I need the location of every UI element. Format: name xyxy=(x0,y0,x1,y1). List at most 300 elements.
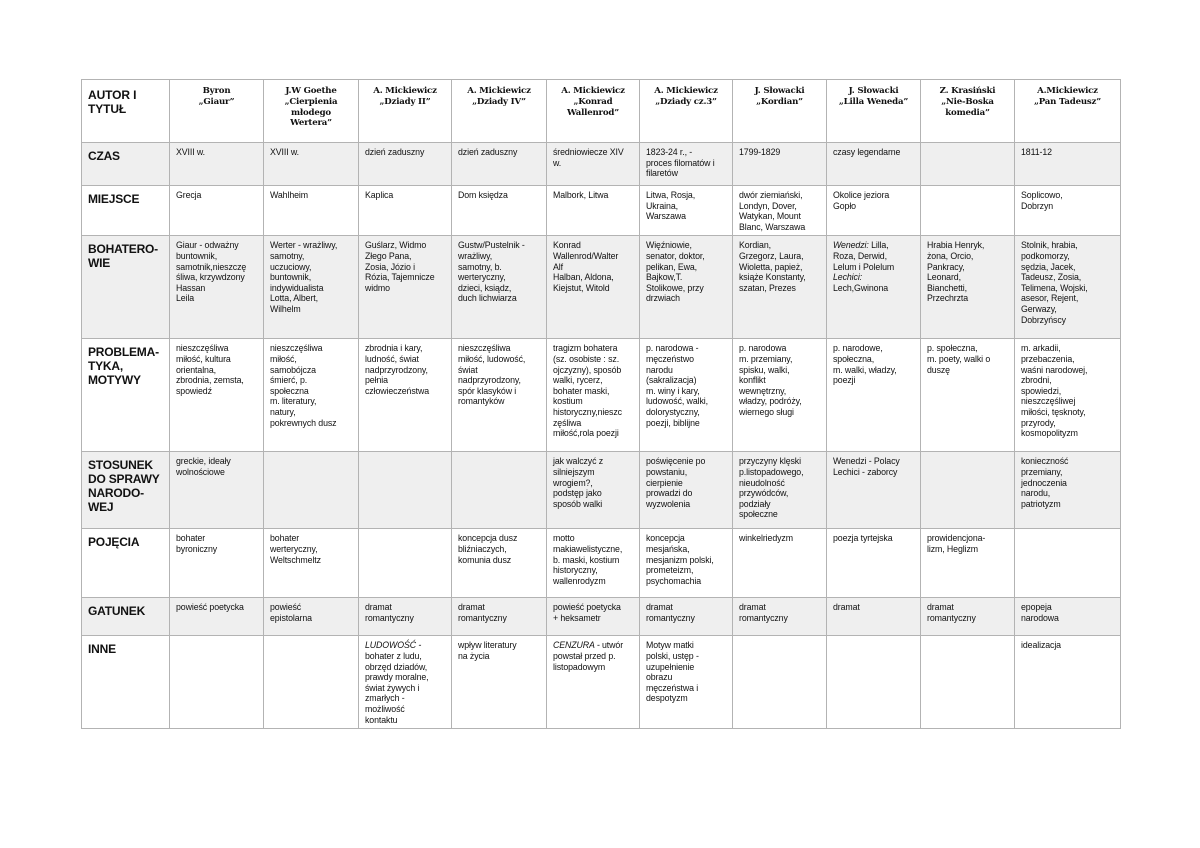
cell-line: wiernego sługi xyxy=(739,406,794,417)
corner-header xyxy=(82,80,170,143)
table-cell xyxy=(264,236,359,339)
cell-line: m. poety, walki o xyxy=(927,353,991,364)
cell-line: jak walczyć z xyxy=(553,456,604,467)
header-line: A. Mickiewicz xyxy=(654,86,718,96)
cell-line: Dobrzyńscy xyxy=(1021,314,1066,325)
cell-line: romantyków xyxy=(458,396,505,407)
cell-line: podstęp jako xyxy=(553,488,602,499)
cell-line: XVIII w. xyxy=(176,147,206,157)
cell-line: Wilhelm xyxy=(270,303,301,314)
cell-line: winkelriedyzm xyxy=(739,533,793,544)
table-cell xyxy=(1015,529,1121,598)
table-cell xyxy=(264,636,359,729)
cell-line: Malbork, Litwa xyxy=(553,190,609,200)
header-line: „Cierpienia xyxy=(284,96,338,107)
cell-line: Guślarz, Widmo xyxy=(365,240,427,251)
cell-line: Roza, Derwid, xyxy=(833,250,887,261)
cell-line: wewnętrzny, xyxy=(739,385,787,396)
table-cell xyxy=(359,529,452,598)
cell-line: prowadzi do xyxy=(646,488,693,499)
cell-line: listopadowym xyxy=(553,661,606,672)
table-cell xyxy=(170,598,264,636)
table-cell xyxy=(452,339,547,452)
cell-line: dramat xyxy=(646,602,673,613)
cell-line: Lelum i Polelum xyxy=(833,261,895,272)
row-header xyxy=(82,186,170,236)
cell-line: Tadeusz, Zosia, xyxy=(1021,272,1082,283)
cell-line: Więźniowie, xyxy=(646,240,692,251)
author-title-header xyxy=(827,80,921,143)
cell-line: samotny, xyxy=(270,250,305,261)
cell-line: Okolice jeziora xyxy=(833,190,890,200)
cell-line: romantyczny xyxy=(739,612,788,623)
cell-line: (sakralizacja) xyxy=(646,375,697,386)
row-header-line: WIE xyxy=(88,256,111,271)
cell-line: koncepcja dusz xyxy=(458,533,518,544)
cell-line: Wallenrod/Walter xyxy=(553,250,619,261)
table-cell xyxy=(921,636,1015,729)
cell-line: b. maski, kostium xyxy=(553,554,620,565)
table-cell xyxy=(170,529,264,598)
cell-line: kosmopolityzm xyxy=(1021,428,1078,439)
row-header-line: TYKA, xyxy=(88,359,124,374)
cell-line: wolnościowe xyxy=(176,466,225,477)
cell-line: powieść xyxy=(270,602,302,613)
table-cell xyxy=(264,143,359,186)
cell-line: powieść poetycka xyxy=(553,602,621,613)
table-cell xyxy=(452,598,547,636)
row-header xyxy=(82,598,170,636)
cell-line: Wioletta, papież, xyxy=(739,261,803,272)
emphasis: CENZURA - xyxy=(553,640,600,651)
cell-line: cierpienie xyxy=(646,477,683,488)
cell-line: komunia dusz xyxy=(458,554,512,565)
header-line: A. Mickiewicz xyxy=(561,86,625,96)
cell-line: wyzwolenia xyxy=(646,498,690,509)
cell-line: greckie, ideały xyxy=(176,456,231,467)
table-cell xyxy=(359,452,452,529)
table-cell xyxy=(170,143,264,186)
cell-line: ojczyzny), sposób xyxy=(553,364,622,375)
cell-line: przebaczenia, xyxy=(1021,353,1075,364)
cell-line: Grecja xyxy=(176,190,202,200)
cell-line: senator, doktor, xyxy=(646,250,705,261)
table-row xyxy=(82,598,1121,636)
cell-line: samotny, b. xyxy=(458,261,502,272)
cell-line: Bianchetti, xyxy=(927,282,967,293)
cell-line: spisku, walki, xyxy=(739,364,790,375)
cell-line: na życia xyxy=(458,650,490,661)
cell-line: szatan, Prezes xyxy=(739,282,796,293)
table-cell xyxy=(827,339,921,452)
cell-line: społeczna, xyxy=(833,353,875,364)
table-cell xyxy=(1015,339,1121,452)
row-header xyxy=(82,452,170,529)
cell-line: romantyczny xyxy=(927,612,976,623)
row-header-line: PROBLEMA- xyxy=(88,345,159,360)
cell-line: drzwiach xyxy=(646,293,680,304)
header-line: „Lilla Weneda” xyxy=(838,96,909,107)
row-header xyxy=(82,143,170,186)
table-cell xyxy=(827,529,921,598)
table-cell xyxy=(733,636,827,729)
cell-line: Londyn, Dover, xyxy=(739,200,797,211)
cell-line: czasy legendarne xyxy=(833,147,901,157)
table-row xyxy=(82,339,1121,452)
table-cell xyxy=(827,636,921,729)
cell-line: ludowość, walki, xyxy=(646,396,708,407)
cell-line: pełnia xyxy=(365,375,388,386)
cell-line: mesjańska, xyxy=(646,543,690,554)
cell-line: XVIII w. xyxy=(270,147,300,157)
cell-line: samobójcza xyxy=(270,364,316,375)
header-line: młodego xyxy=(291,107,331,118)
row-header xyxy=(82,529,170,598)
cell-line: przyczyny klęski xyxy=(739,456,801,467)
cell-line: poezji xyxy=(833,375,856,386)
corner-line: AUTOR I xyxy=(88,88,137,102)
cell-line: Kiejstut, Witold xyxy=(553,282,610,293)
cell-line: dramat xyxy=(365,602,392,613)
cell-line: narodu, xyxy=(1021,488,1051,499)
cell-line: pokrewnych dusz xyxy=(270,417,337,428)
cell-line: kostium xyxy=(553,396,583,407)
table-cell xyxy=(827,598,921,636)
table-cell xyxy=(640,529,733,598)
cell-line: zbrodnia, zemsta, xyxy=(176,375,244,386)
author-title-header xyxy=(733,80,827,143)
cell-line: widmo xyxy=(365,282,390,293)
header-line: A.Mickiewicz xyxy=(1037,86,1098,96)
row-header-line: STOSUNEK xyxy=(88,458,153,473)
cell-line: obrzęd dziadów, xyxy=(365,661,428,672)
cell-line: spowiedzi, xyxy=(1021,385,1062,396)
table-cell xyxy=(733,143,827,186)
table-cell xyxy=(452,186,547,236)
row-header-line: MOTYWY xyxy=(88,373,141,388)
cell-line: wrogiem?, xyxy=(553,477,593,488)
table-cell xyxy=(547,186,640,236)
cell-line: orientalna, xyxy=(176,364,216,375)
table-cell xyxy=(1015,143,1121,186)
author-title-header xyxy=(547,80,640,143)
cell-line: patriotyzm xyxy=(1021,498,1061,509)
cell-line: w. xyxy=(553,157,562,168)
row-header-line: INNE xyxy=(88,642,116,657)
cell-line: obrazu xyxy=(646,672,673,683)
cell-line: epopeja xyxy=(1021,602,1052,613)
cell-line: Wenedzi - Polacy xyxy=(833,456,900,467)
cell-line: bohater maski, xyxy=(553,385,610,396)
table-cell xyxy=(170,452,264,529)
cell-line: śmierć, p. xyxy=(270,375,308,386)
cell-line: dzieci, ksiądz, xyxy=(458,282,512,293)
table-cell xyxy=(733,339,827,452)
table-body xyxy=(82,80,1121,729)
table-row xyxy=(82,143,1121,186)
cell-line: indywidualista xyxy=(270,282,324,293)
table-cell xyxy=(359,186,452,236)
table-cell xyxy=(170,186,264,236)
header-line: J.W Goethe xyxy=(285,86,337,96)
cell-line: Gustw/Pustelnik - xyxy=(458,240,525,251)
cell-line: psychomachia xyxy=(646,575,702,586)
cell-line: koncepcja xyxy=(646,533,685,544)
table-cell xyxy=(733,529,827,598)
header-line: Wallenrod” xyxy=(567,107,619,118)
cell-line: miłości, tęsknoty, xyxy=(1021,406,1086,417)
table-cell xyxy=(827,452,921,529)
cell-line: Lechici - zaborcy xyxy=(833,466,898,477)
table-cell xyxy=(170,339,264,452)
table-cell xyxy=(359,339,452,452)
row-header xyxy=(82,339,170,452)
cell-line: Hassan xyxy=(176,282,206,293)
header-line: „Dziady IV” xyxy=(472,96,526,107)
cell-line: nieszczęśliwa xyxy=(458,343,511,354)
cell-line: Kaplica xyxy=(365,190,394,200)
header-line: komedia” xyxy=(945,107,990,118)
cell-line: buntownik, xyxy=(270,272,312,283)
cell-line: motto xyxy=(553,533,575,544)
table-row xyxy=(82,529,1121,598)
cell-line: Rózia, Tajemnicze xyxy=(365,272,435,283)
cell-line: męczeństwa i xyxy=(646,682,699,693)
cell-line: nieszczęśliwej xyxy=(1021,396,1076,407)
cell-line: spór klasyków i xyxy=(458,385,517,396)
author-title-header xyxy=(359,80,452,143)
table-cell xyxy=(640,598,733,636)
cell-line: przywódców, xyxy=(739,488,789,499)
cell-line: przyrody, xyxy=(1021,417,1056,428)
cell-line: nieszczęśliwa xyxy=(176,343,229,354)
table-cell xyxy=(359,598,452,636)
cell-line: Gopło xyxy=(833,200,856,211)
cell-line: zbrodnia i kary, xyxy=(365,343,423,354)
cell-line: bohater xyxy=(176,533,206,544)
table-cell xyxy=(452,143,547,186)
cell-line: dolorystyczny, xyxy=(646,406,700,417)
cell-line: p. narodowe, xyxy=(833,343,883,354)
cell-line: Soplicowo, xyxy=(1021,190,1063,200)
table-cell xyxy=(547,529,640,598)
cell-line: powstaniu, xyxy=(646,466,688,477)
cell-line: bohater z ludu, xyxy=(365,650,422,661)
table-cell xyxy=(547,636,640,729)
table-cell xyxy=(921,186,1015,236)
cell-line: podziały xyxy=(739,498,771,509)
cell-line: m. literatury, xyxy=(270,396,317,407)
cell-line: proces filomatów i xyxy=(646,157,715,168)
row-header-line: CZAS xyxy=(88,149,120,163)
cell-line: nadprzyrodzony, xyxy=(458,375,521,386)
cell-line: m. winy i kary, xyxy=(646,385,700,396)
header-line: Z. Krasiński xyxy=(939,86,996,96)
cell-line: Wenedzi: Lilla, xyxy=(833,240,889,251)
cell-line: miłość, kultura xyxy=(176,353,231,364)
header-line: „Dziady cz.3” xyxy=(655,96,717,107)
cell-line: zbrodni, xyxy=(1021,375,1052,386)
cell-line: Przechrzta xyxy=(927,293,969,304)
cell-line: dramat xyxy=(927,602,954,613)
cell-line: Wahlheim xyxy=(270,190,308,200)
table-cell xyxy=(264,529,359,598)
cell-line: byroniczny xyxy=(176,543,218,554)
cell-line: bliźniaczych, xyxy=(458,543,507,554)
table-row xyxy=(82,452,1121,529)
cell-line: m. arkadii, xyxy=(1021,343,1061,354)
table-cell xyxy=(264,186,359,236)
table-cell xyxy=(359,143,452,186)
row-header-line: DO SPRAWY xyxy=(88,472,160,487)
author-title-header xyxy=(921,80,1015,143)
header-line: „Nie-Boska xyxy=(941,96,994,107)
author-title-header xyxy=(1015,80,1121,143)
table-cell xyxy=(640,636,733,729)
header-line: J. Słowacki xyxy=(754,86,805,96)
table-row xyxy=(82,236,1121,339)
author-title-header xyxy=(640,80,733,143)
table-cell xyxy=(547,598,640,636)
table-cell xyxy=(452,236,547,339)
cell-line: zmarłych - xyxy=(365,693,405,704)
cell-line: makiawelistyczne, xyxy=(553,543,623,554)
cell-line: Weltschmeltz xyxy=(270,554,321,565)
table-cell xyxy=(921,452,1015,529)
author-title-header xyxy=(264,80,359,143)
emphasis: Wenedzi: xyxy=(833,240,869,251)
table-row xyxy=(82,636,1121,729)
cell-line: narodowa xyxy=(1021,612,1059,623)
cell-line: Gerwazy, xyxy=(1021,303,1057,314)
table-cell xyxy=(452,452,547,529)
cell-line: śliwa, krzywdzony xyxy=(176,272,245,283)
table-cell xyxy=(264,339,359,452)
table-cell xyxy=(640,143,733,186)
cell-line: poezji, biblijne xyxy=(646,417,700,428)
cell-line: Litwa, Rosja, xyxy=(646,190,696,200)
emphasis: LUDOWOŚĆ - xyxy=(365,640,422,651)
row-header-line: BOHATERO- xyxy=(88,242,158,257)
table-cell xyxy=(547,143,640,186)
row-header xyxy=(82,236,170,339)
cell-line: powieść poetycka xyxy=(176,602,244,613)
cell-line: duch lichwiarza xyxy=(458,293,517,304)
cell-line: świat żywych i xyxy=(365,682,420,693)
cell-line: poezja tyrtejska xyxy=(833,533,893,544)
row-header-line: WEJ xyxy=(88,500,114,515)
table-cell xyxy=(733,452,827,529)
cell-line: możliwość xyxy=(365,703,405,714)
cell-line: 1799-1829 xyxy=(739,147,781,157)
cell-line: prowidencjona- xyxy=(927,533,986,544)
header-line: A. Mickiewicz xyxy=(373,86,437,96)
cell-line: Telimena, Wojski, xyxy=(1021,282,1088,293)
cell-line: wpływ literatury xyxy=(458,640,517,651)
row-header-line: POJĘCIA xyxy=(88,535,140,550)
header-line: A. Mickiewicz xyxy=(467,86,531,96)
cell-line: spowiedź xyxy=(176,385,212,396)
cell-line: duszę xyxy=(927,364,950,375)
table-cell xyxy=(1015,452,1121,529)
cell-line: poświęcenie po xyxy=(646,456,706,467)
cell-line: Kordian, xyxy=(739,240,771,251)
cell-line: buntownik, xyxy=(176,250,218,261)
author-title-row xyxy=(82,80,1121,143)
cell-line: Dom księdza xyxy=(458,190,508,200)
table-cell xyxy=(452,529,547,598)
cell-line xyxy=(365,640,445,651)
cell-line: tragizm bohatera xyxy=(553,343,618,354)
table-cell xyxy=(1015,636,1121,729)
table-cell xyxy=(921,598,1015,636)
cell-line: m. przemiany, xyxy=(739,353,793,364)
corner-line: TYTUŁ xyxy=(88,102,127,116)
cell-line: prometeizm, xyxy=(646,565,694,576)
cell-line: p.listopadowego, xyxy=(739,466,804,477)
cell-line: wallenrodyzm xyxy=(553,575,606,586)
cell-line: przemiany, xyxy=(1021,466,1063,477)
cell-line: sędzia, Jacek, xyxy=(1021,261,1076,272)
author-title-header xyxy=(170,80,264,143)
cell-line: jednoczenia xyxy=(1021,477,1067,488)
cell-line: Leila xyxy=(176,293,195,304)
table-cell xyxy=(170,636,264,729)
cell-line: werteryczny, xyxy=(458,272,506,283)
table-cell xyxy=(921,236,1015,339)
cell-line xyxy=(833,272,914,283)
cell-line: nieszczęśliwa xyxy=(270,343,323,354)
table-cell xyxy=(640,339,733,452)
table-cell xyxy=(733,236,827,339)
table-cell xyxy=(1015,598,1121,636)
cell-line: Motyw matki xyxy=(646,640,694,651)
cell-line: romantyczny xyxy=(365,612,414,623)
header-line: „Giaur” xyxy=(198,96,235,107)
cell-line: asesor, Rejent, xyxy=(1021,293,1079,304)
cell-line: Złego Pana, xyxy=(365,250,412,261)
table-cell xyxy=(264,452,359,529)
cell-line: Blanc, Warszawa xyxy=(739,221,806,232)
cell-line: nadprzyrodzony, xyxy=(365,364,428,375)
cell-line: m. walki, władzy, xyxy=(833,364,897,375)
cell-line: władzy, podróży, xyxy=(739,396,802,407)
table-cell xyxy=(733,186,827,236)
header-line: „Dziady II” xyxy=(379,96,431,107)
cell-line: podkomorzy, xyxy=(1021,250,1070,261)
cell-line: uzupełnienie xyxy=(646,661,695,672)
cell-line: miłość,rola poezji xyxy=(553,428,619,439)
table-cell xyxy=(547,236,640,339)
cell-line: nieudolność xyxy=(739,477,785,488)
cell-line: społeczna xyxy=(270,385,309,396)
table-cell xyxy=(827,186,921,236)
cell-line: CENZURA - utwór xyxy=(553,640,624,651)
cell-line: werteryczny, xyxy=(270,543,318,554)
table-row xyxy=(82,186,1121,236)
cell-line: Lotta, Albert, xyxy=(270,293,318,304)
cell-line: Halban, Aldona, xyxy=(553,272,614,283)
table-cell xyxy=(452,636,547,729)
cell-line: + heksametr xyxy=(553,612,601,623)
cell-line: Bajkow,T. xyxy=(646,272,683,283)
cell-line: romantyczny xyxy=(646,612,695,623)
cell-line: natury, xyxy=(270,406,296,417)
cell-line: Konrad xyxy=(553,240,581,251)
cell-line: wrażliwy, xyxy=(458,250,493,261)
header-line: Byron xyxy=(202,86,231,96)
cell-line: sposób walki xyxy=(553,498,603,509)
